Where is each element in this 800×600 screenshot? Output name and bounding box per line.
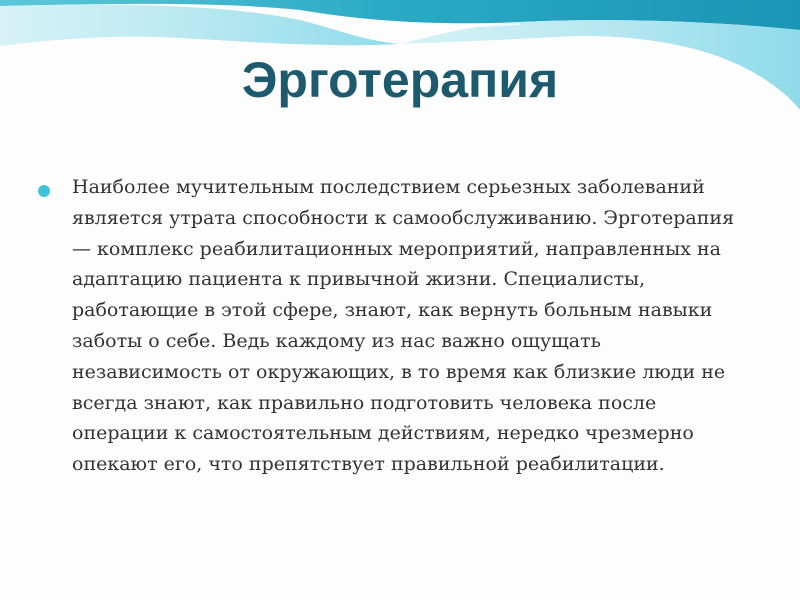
bullet-dot-icon	[38, 185, 50, 197]
bullet-item	[38, 172, 743, 480]
bullet-text: Наиболее мучительным последствием серьезных заболеваний является утрата способности к самообслуживанию. Эрготерапия — комплекс реабилитационных мероприятий, направленных на адаптацию пациента к привычной жизни. Специалисты, работающие в этой сфере, знают, как вернуть больным навыки заботы о себе. Ведь каждому из нас важно ощущать независимость от окружающих, в то время как близкие люди не всегда знают, как правильно подготовить человека после операции к самостоятельным действиям, нередко чрезмерно опекают его, что препятствует правильной реабилитации.	[72, 176, 735, 476]
slide-title: Эрготерапия	[241, 52, 559, 108]
